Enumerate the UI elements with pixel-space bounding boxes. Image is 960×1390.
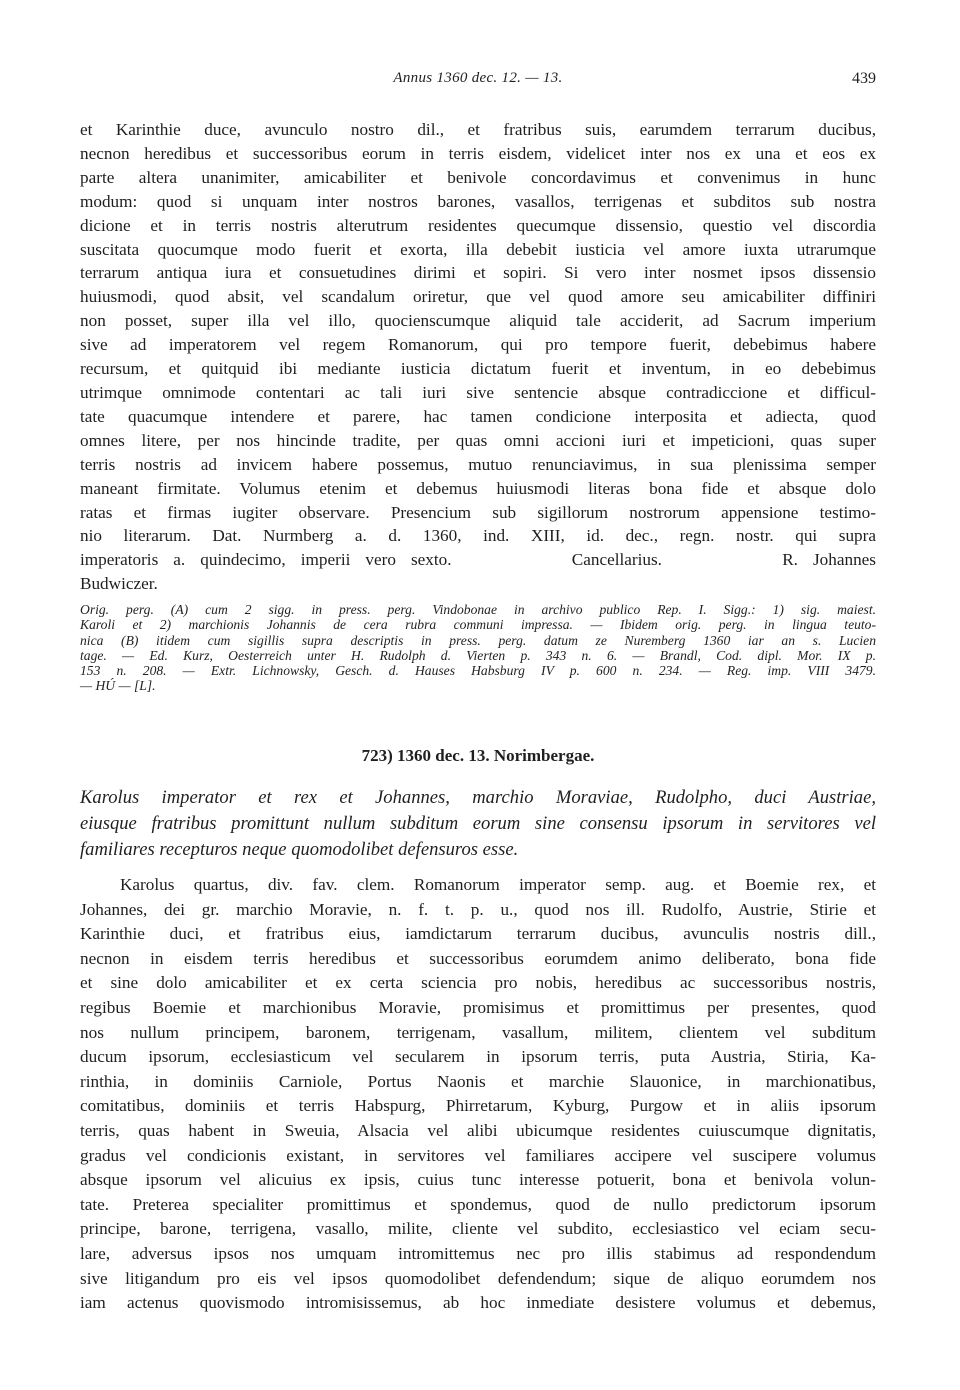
text-line: parte altera unanimiter, amicabiliter et benivole concordavimus et convenimus in hunc: [80, 167, 876, 187]
text-line: Johannes, dei gr. marchio Moravie, n. f. t. p. u., quod nos ill. Rudolfo, Austrie, Stirie et: [80, 899, 876, 919]
text-line: absque ipsorum vel alicuius ex ipsis, cuius tunc interesse potuerit, bona et benivola volun-: [80, 1170, 876, 1190]
text-line: terris nostris ad invicem habere possemus, mutuo renunciavimus, in sua plenissima semper: [80, 454, 876, 474]
text-line: dicione et in terris nostris alterutrum residentes quecumque dissensio, questio vel discordia: [80, 215, 876, 235]
charter-heading: 723) 1360 dec. 13. Norimbergae.: [361, 746, 595, 765]
critical-apparatus: [80, 602, 876, 694]
running-head: [80, 70, 876, 96]
text-line: ratas et firmas iugiter observare. Presencium sub sigillorum nostrorum appensione testimo-: [80, 502, 876, 522]
text-line: tate quacumque intendere et parere, hac tamen condicione interposita et adiecta, quod: [80, 406, 876, 426]
regest-line: Karolus imperator et rex et Johannes, marchio Moraviae, Rudolpho, duci Austriae,: [80, 787, 876, 808]
text-line: maneant firmitate. Volumus etenim et debemus huiusmodi literas bona fide et absque dolo: [80, 478, 876, 498]
text-line: recursum, et quitquid ibi mediante iusticia dictatum fuerit et inventum, in eo debebimus: [80, 359, 876, 379]
text-line: sive ad imperatorem vel regem Romanorum, qui pro tempore fuerit, debebimus habere: [80, 335, 876, 355]
text-line: huiusmodi, quod absit, vel scandalum oriretur, que vel quod amore seu amicabiliter diffiniri: [80, 287, 876, 307]
text-line: non posset, super illa vel illo, quocienscumque aliquid tale acciderit, ad Sacrum imperium: [80, 311, 876, 331]
text-line: gradus vel condicionis existant, in servitores vel familiares accipere vel suscipere volumus: [80, 1145, 876, 1165]
apparatus-line: 153 n. 208. — Extr. Lichnowsky, Gesch. d. Hauses Habsburg IV p. 600 n. 234. — Reg. imp. VIII 3479.: [80, 663, 876, 679]
text-line: necnon heredibus et successoribus eorum in terris eisdem, videlicet inter nos ex una et eos ex: [80, 143, 876, 163]
text-line: et sine dolo amicabiliter et ex certa sciencia pro nobis, heredibus ac successoribus nostris,: [80, 973, 876, 993]
text-line: Karinthie duci, et fratribus eius, iamdictarum terrarum ducibus, avunculis nostris dill.,: [80, 924, 876, 944]
text-line: rinthia, in dominiis Carniole, Portus Naonis et marchie Slauonice, in marchionatibus,: [80, 1071, 876, 1091]
text-line: nio literarum. Dat. Nurmberg a. d. 1360, ind. XIII, id. dec., regn. nostr. qui supra: [80, 526, 876, 546]
charter-text: [80, 873, 876, 1316]
text-line: tate. Preterea specialiter promittimus et spondemus, quod de nullo predictorum ipsorum: [80, 1194, 876, 1214]
text-line: Budwiczer.: [80, 574, 158, 594]
running-title: Annus 1360 dec. 12. — 13.: [393, 70, 563, 86]
apparatus-line: Karoli et 2) marchionis Johannis de cera rubra communi impressa. — Ibidem orig. perg. in lingua teuto-: [80, 617, 876, 633]
apparatus-line: — HÚ — [L].: [80, 678, 156, 694]
regest-line: familiares recepturos neque quomodolibet defensuros esse.: [80, 839, 519, 860]
text-line: sive litigandum pro eis vel ipsos quomodolibet defendendum; sique de aliquo eorumdem nos: [80, 1268, 876, 1288]
text-line: regibus Boemie et marchionibus Moravie, promisimus et promittimus per presentes, quod: [80, 997, 876, 1017]
text-line: iam actenus quovismodo intromisissemus, ab hoc inmediate desistere volumus et debemus,: [80, 1293, 876, 1313]
text-line: imperatoris a. quindecimo, imperii vero sexto. Cancellarius. R. Johannes: [80, 550, 876, 570]
text-line: terrarum antiqua iura et consuetudines dirimi et sopiri. Si vero inter nosmet ipsos dissensio: [80, 263, 876, 283]
text-line: utrimque omnimode contentari ac tali iuri sive sentencie absque contradiccione et difficul-: [80, 382, 876, 402]
apparatus-line: Orig. perg. (A) cum 2 sigg. in press. perg. Vindobonae in archivo publico Rep. I. Sigg.: 1) sig. maiest.: [80, 602, 876, 617]
text-line: Karolus quartus, div. fav. clem. Romanorum imperator semp. aug. et Boemie rex, et: [120, 875, 876, 894]
regest-line: eiusque fratribus promittunt nullum subditum eorum sine consensu ipsorum in servitores vel: [80, 813, 876, 834]
text-line: ducum ipsorum, ecclesiasticum vel secularem in ipsorum terris, puta Austria, Stiria, Ka-: [80, 1047, 876, 1067]
text-line: necnon in eisdem terris heredibus et successoribus eorumdem animo deliberato, bona fide: [80, 948, 876, 968]
charter-regest: [80, 785, 876, 863]
text-line: omnes litere, per nos hincinde tradite, per quas omni accioni iuri et impeticioni, quas super: [80, 430, 876, 450]
text-line: suscitata quocumque modo fuerit et exorta, illa debebit iusticia vel amore iuxta utrarumque: [80, 239, 876, 259]
text-line: modum: quod si unquam inter nostros barones, vasallos, terrigenas et subditos sub nostra: [80, 191, 876, 211]
apparatus-line: nica (B) itidem cum sigillis supra descriptis in press. perg. datum ze Nuremberg 1360 iar an s. Lucien: [80, 632, 876, 648]
page-number: 439: [852, 70, 876, 87]
text-line: et Karinthie duce, avunculo nostro dil., et fratribus suis, earumdem terrarum ducibus,: [80, 120, 876, 139]
previous-charter-text: [80, 118, 876, 596]
text-line: nos nullum principem, baronem, terrigenam, vasallum, militem, clientem vel subditum: [80, 1022, 876, 1042]
text-line: comitatibus, dominiis et terris Habspurg, Phirretarum, Kyburg, Purgow et in aliis ipsorum: [80, 1096, 876, 1116]
text-line: lare, adversus ipsos nos umquam intromittemus nec pro illis stabimus ad respondendum: [80, 1243, 876, 1263]
text-line: terris, quas habent in Sweuia, Alsacia vel alibi ubicumque residentes cuiuscumque dignitatis,: [80, 1120, 876, 1140]
text-line: principe, barone, terrigena, vasallo, milite, cliente vel subdito, ecclesiastico vel eciam secu-: [80, 1219, 876, 1239]
apparatus-line: tage. — Ed. Kurz, Oesterreich unter H. Rudolph d. Vierten p. 343 n. 6. — Brandl, Cod. dipl. Mor. IX p.: [80, 647, 876, 663]
